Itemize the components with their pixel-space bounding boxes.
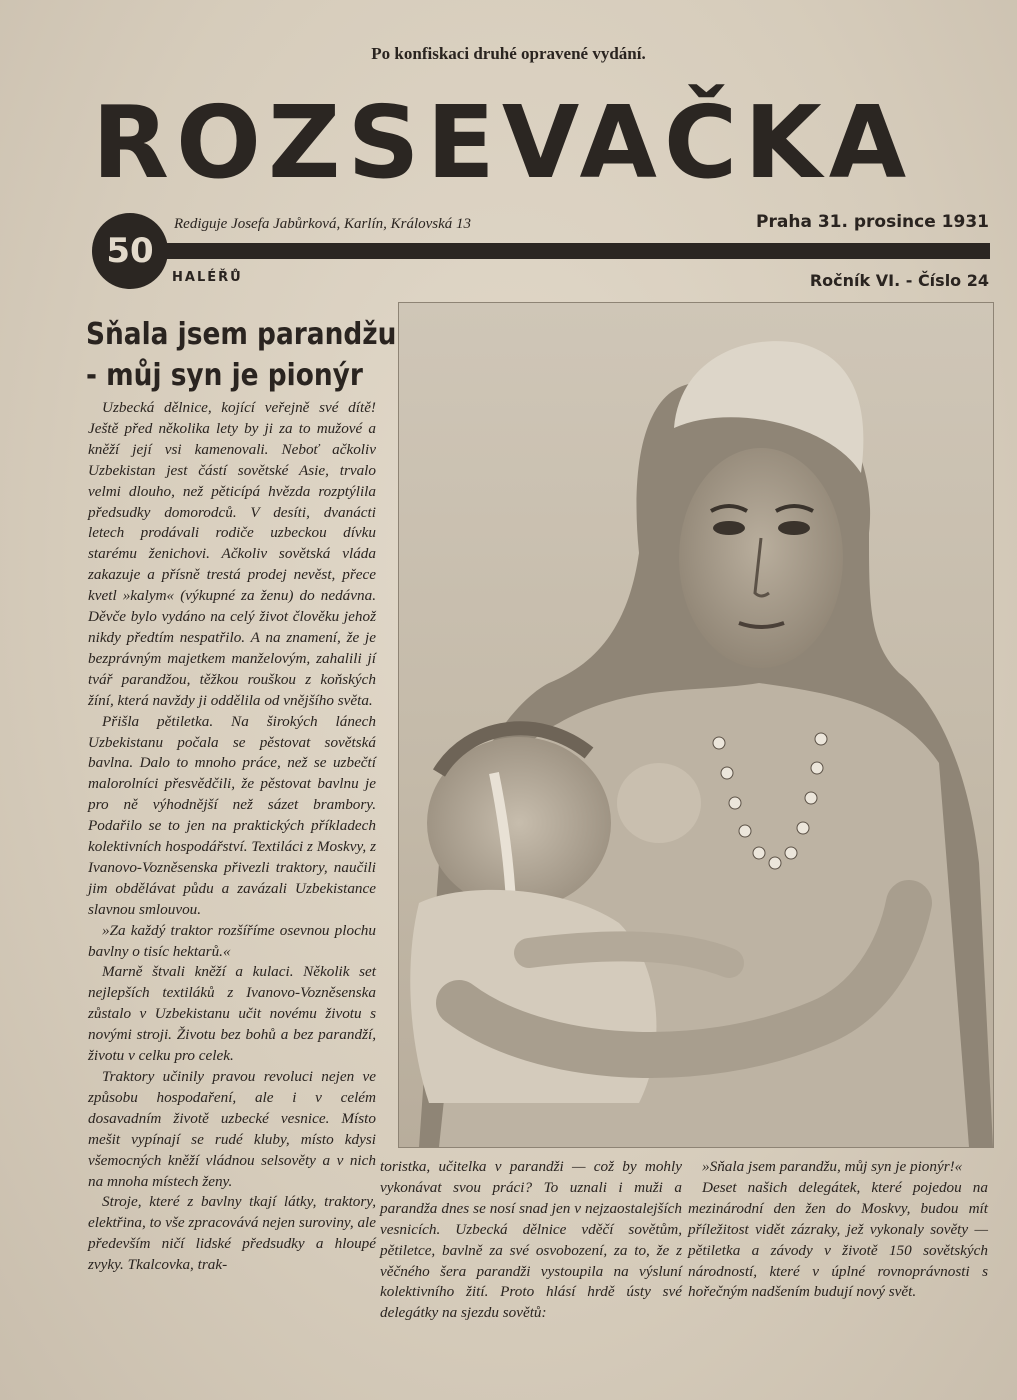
mother-nursing-child-photo [398, 302, 994, 1148]
article-headline [86, 314, 397, 396]
masthead-rule [166, 243, 990, 259]
paragraph: Deset našich delegátek, které pojedou na mezinárodní den žen do Moskvy, budou mít příležitost vidět zázraky, jež vykonaly sověty — pětiletka a závody v životě 150 sovětských národností, které v úplné rovnoprávnosti s hořečným nadšením budují nový svět. [688, 1178, 988, 1301]
paragraph: Marně štvali kněží a kulaci. Několik set nejlepších textiláků z Ivanovo-Vozněsenska zůstalo v Uzbekistanu učit novému životu s novými stroji. Životu bez bohů a bez parandží, životu v celku pro celek. [88, 963, 376, 1065]
headline-line-1: Sňala jsem parandžu [86, 317, 397, 352]
price-badge [92, 213, 168, 289]
paragraph: Traktory učinily pravou revoluci nejen ve způsobu hospodaření, ale i v celém dosavadním životě uzbecké vesnice. Místo mešit vypínají se rudé kluby, místo kdysi všemocných kněží vládnou selsověty a v nich na mnoha místech ženy. [88, 1068, 376, 1190]
confiscation-note: Po konfiskaci druhé opravené vydání. [371, 44, 646, 63]
masthead-title: ROZSEVAČKA [92, 84, 914, 201]
paragraph: toristka, učitelka v parandži — což by mohly vykonávat svou práci? To uznali i muži a parandža dnes se nosí snad jen v nejzaostalejších vesnicích. Uzbecká dělnice vděčí sovětům, pětiletce, bavlně za své osvobození, za to, že z věčného šera parandži vystoupila na výsluní kolektivního žití. Proto hlásí hrdě ústy své delegátky na sjezdu sovětů: [380, 1158, 682, 1322]
headline-line-2: - můj syn je pionýr [86, 358, 363, 393]
photo-illustration [399, 303, 993, 1147]
paragraph: Uzbecká dělnice, kojící veřejně své dítě! Ještě před několika lety by ji za to mužové a kněží její vsi kamenovali. Neboť ačkoliv Uzbekistan jest částí sovětské Asie, trvalo velmi dlouho, než pěticípá hvězda rozptýlila předsudky domorodců. V desíti, dvanácti letech prodávali rodiče uzbeckou dívku starému ženichovi. Ačkoliv sovětská vláda zakazuje a přísně trestá prodej nevěst, přece kvetl »kalym« (výkupné za ženu) do nedávna. Děvče bylo vydáno na celý život člověku jehož nikdy předtím nespatřilo. A na znamení, že je bezprávným majetkem manželovým, zahalili jí tvář parandžou, těžkou rouškou z koňských žíní, která navždy ji oddělila od vnějšího světa. [88, 399, 376, 709]
paragraph: Stroje, které z bavlny tkají látky, traktory, elektřina, to vše zpracovává nejen suroviny, ale především ničí lidské předsudky a hloupé zvyky. Tkalcovka, trak- [88, 1193, 376, 1274]
article-column-middle [380, 1157, 682, 1324]
article-column-left [88, 398, 376, 1276]
article-column-right [688, 1157, 988, 1303]
issue-date: Praha 31. prosince 1931 [756, 212, 989, 232]
price-unit: HALÉŘŮ [172, 270, 243, 285]
editor-line: Rediguje Josefa Jabůrková, Karlín, Královská 13 [174, 216, 472, 232]
paragraph: »Za každý traktor rozšíříme osevnou plochu bavlny o tisíc hektarů.« [88, 921, 376, 960]
paragraph: Přišla pětiletka. Na širokých lánech Uzbekistanu počala se pěstovat sovětská bavlna. Dalo to mnoho práce, než se uzbečtí malorolníci přesvědčili, že pěstovat bavlnu je pro ně výhodnější než sázet brambory. Podařilo se to jen na praktických příkladech kolektivních hospodářství. Textiláci z Moskvy, z Ivanovo-Vozněsenska přivezli traktory, naučili jim obdělávat půdu a zavázali Uzbekistance slavnou smlouvou. [88, 712, 376, 918]
issue-number: Ročník VI. - Číslo 24 [809, 271, 989, 290]
price-value: 50 [106, 231, 154, 271]
paragraph: »Sňala jsem parandžu, můj syn je pionýr!« [702, 1158, 963, 1175]
